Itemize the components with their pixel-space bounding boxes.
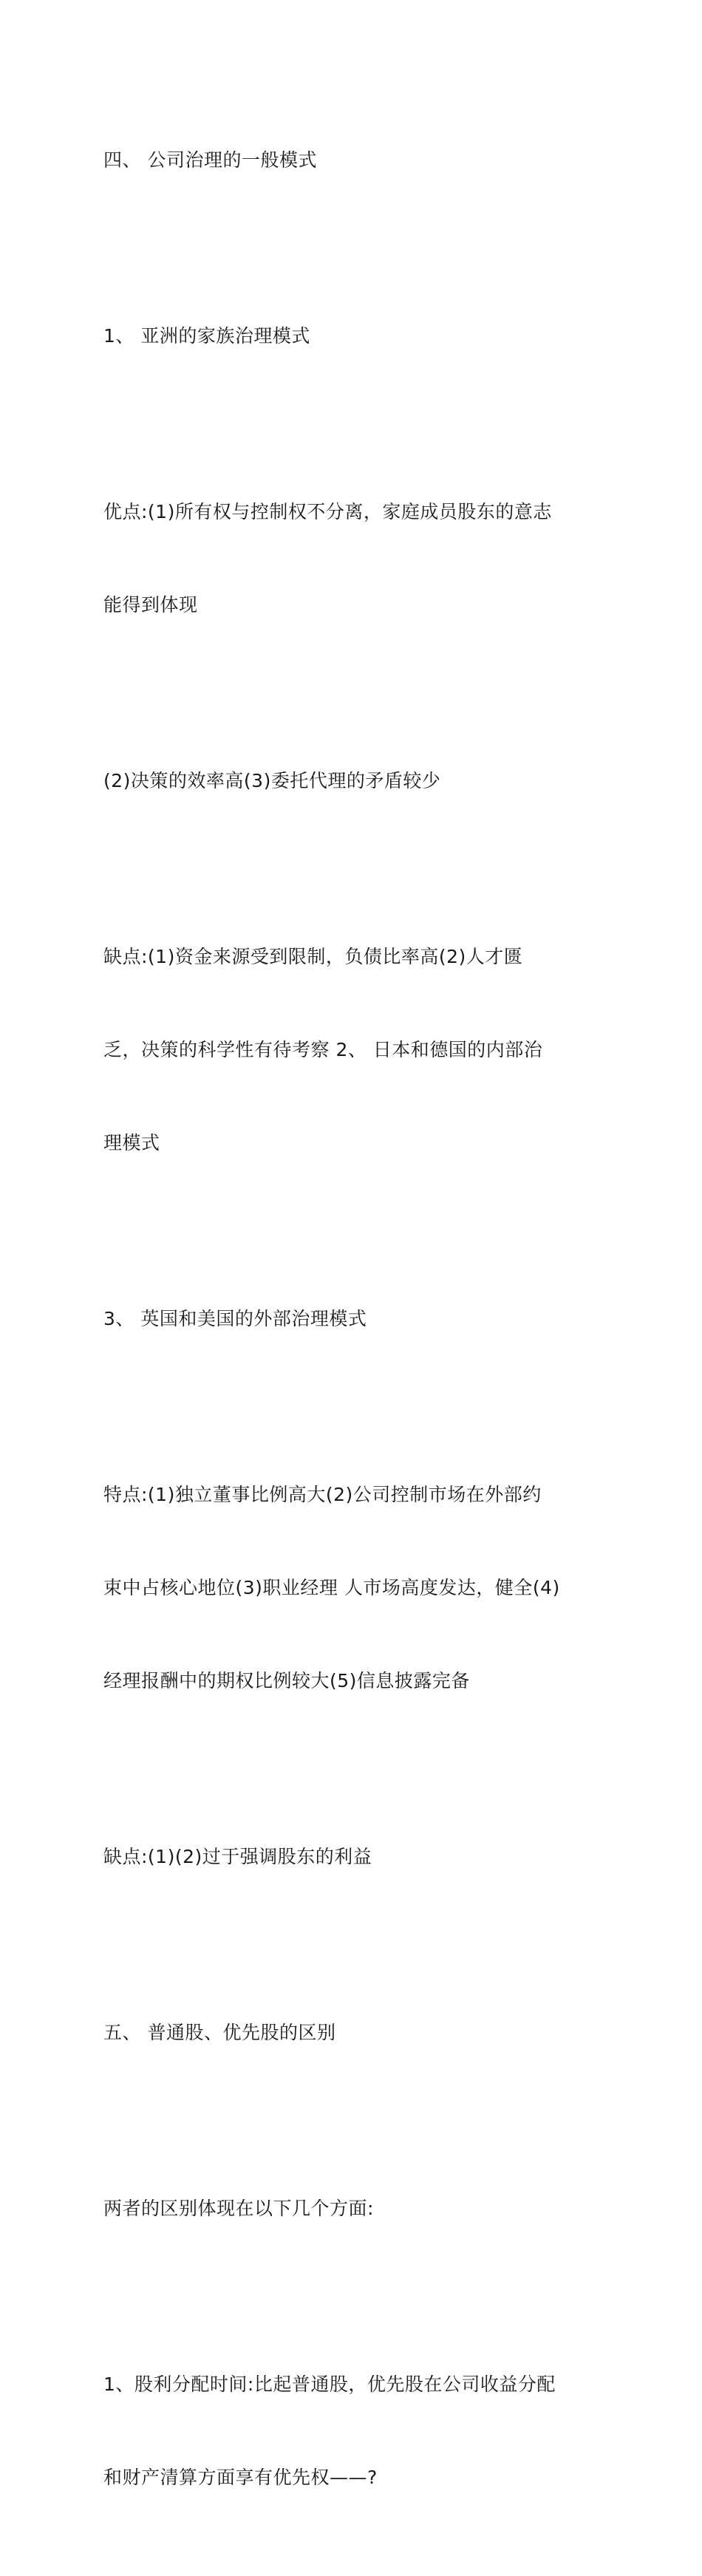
text-line: 经理报酬中的期权比例较大(5)信息披露完备 (103, 1670, 470, 1691)
section-heading-4 (103, 83, 621, 238)
text-line: 理模式 (103, 1132, 160, 1154)
text-line: 四、 公司治理的一般模式 (103, 149, 317, 171)
subheading-uk-us-model (103, 1241, 621, 1397)
text-line: 能得到体现 (103, 594, 198, 616)
paragraph-features (103, 1417, 621, 1759)
text-line: 优点:(1)所有权与控制权不分离，家庭成员股东的意志 (103, 501, 552, 522)
paragraph-dividend-timing (103, 2307, 621, 2555)
section-heading-5 (103, 1955, 621, 2110)
document-page (103, 83, 621, 2576)
paragraph-advantages (103, 435, 621, 683)
text-line: 和财产清算方面享有优先权——? (103, 2467, 378, 2488)
paragraph-disadvantages (103, 879, 621, 1221)
text-line: 缺点:(1)(2)过于强调股东的利益 (103, 1846, 372, 1867)
text-line: 1、 亚洲的家族治理模式 (103, 325, 310, 347)
text-line: 乏，决策的科学性有待考察 2、 日本和德国的内部治 (103, 1039, 543, 1060)
subheading-asia-family-model (103, 259, 621, 414)
paragraph-advantages-cont (103, 703, 621, 859)
text-line: 特点:(1)独立董事比例高大(2)公司控制市场在外部约 (103, 1484, 542, 1505)
text-line: 3、 英国和美国的外部治理模式 (103, 1308, 367, 1329)
text-line: 1、股利分配时间:比起普通股，优先股在公司收益分配 (103, 2374, 556, 2395)
text-line: (2)决策的效率高(3)委托代理的矛盾较少 (103, 770, 441, 791)
paragraph-intro-differences (103, 2131, 621, 2286)
text-line: 两者的区别体现在以下几个方面: (103, 2198, 374, 2219)
paragraph-disadvantages-2 (103, 1779, 621, 1935)
text-line: 五、 普通股、优先股的区别 (103, 2022, 336, 2043)
text-line: 束中占核心地位(3)职业经理 人市场高度发达，健全(4) (103, 1577, 560, 1598)
text-line: 缺点:(1)资金来源受到限制，负债比率高(2)人才匮 (103, 946, 523, 967)
